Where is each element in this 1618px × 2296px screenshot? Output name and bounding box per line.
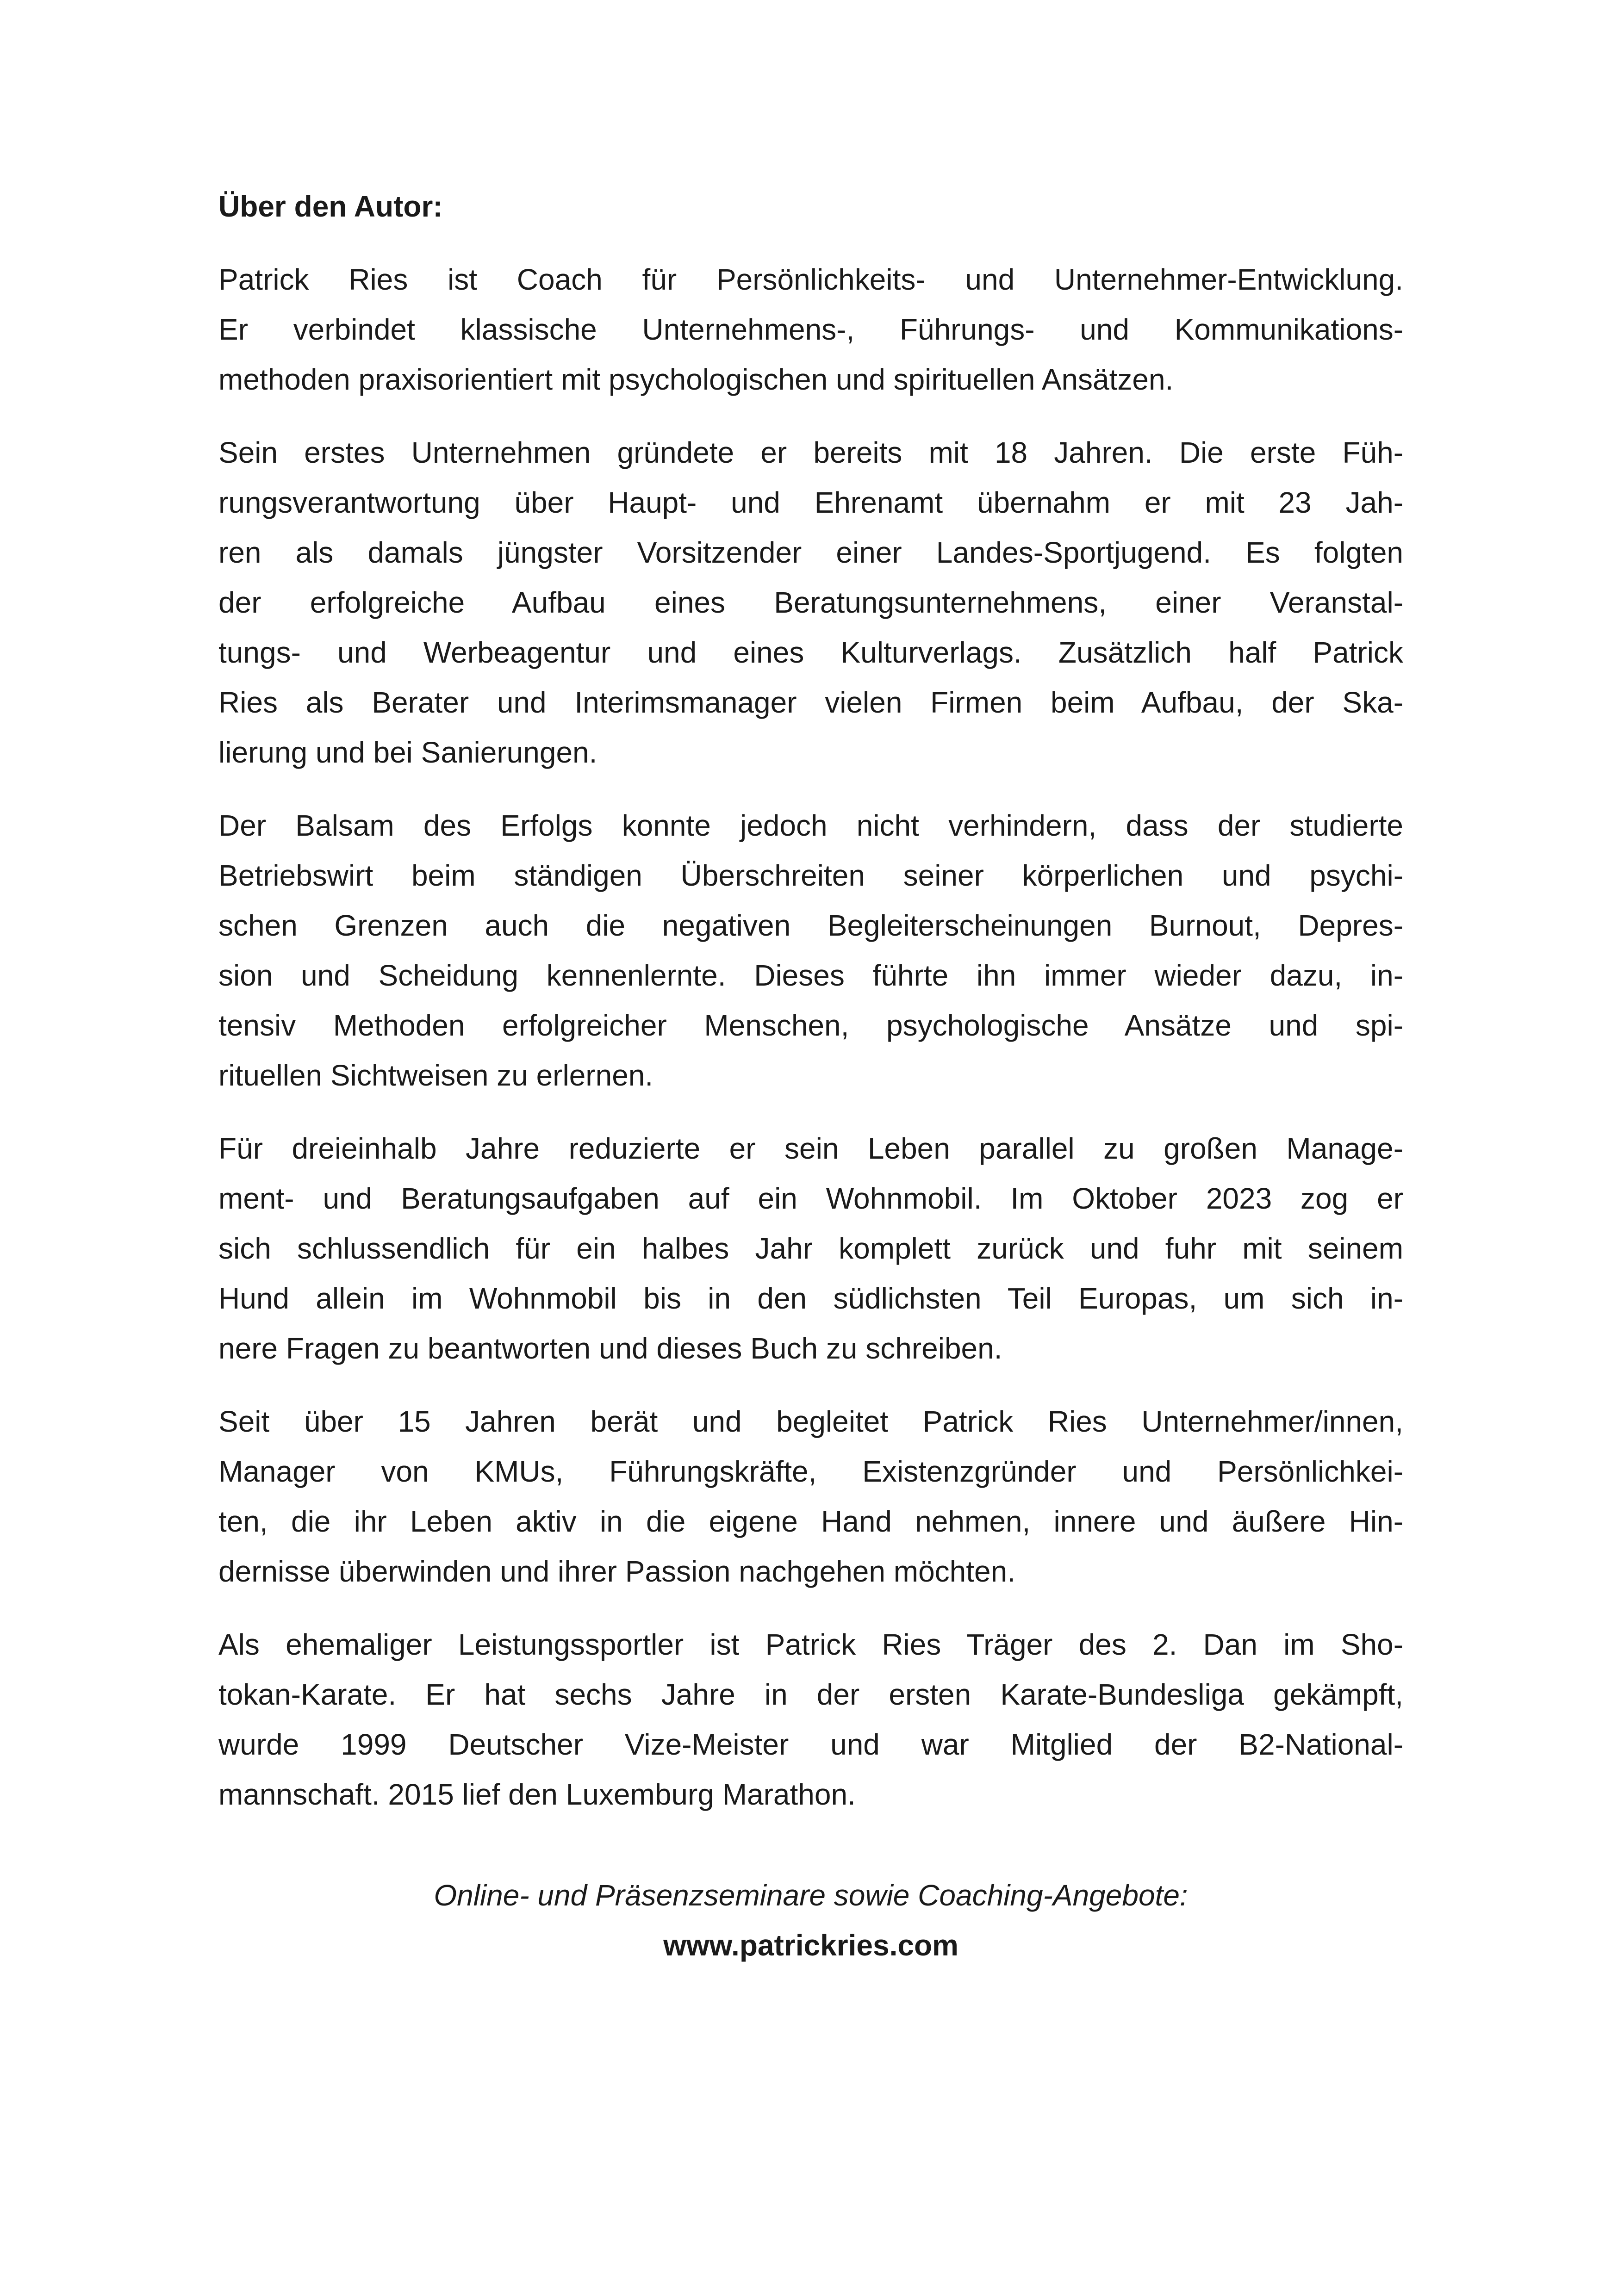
text-line: sich schlussendlich für ein halbes Jahr komplett zurück und fuhr mit seinem (218, 1232, 1403, 1265)
text-line: wurde 1999 Deutscher Vize-Meister und war Mitglied der B2-National- (218, 1728, 1403, 1761)
text-line: Er verbindet klassische Unternehmens-, Führungs- und Kommunikations- (218, 313, 1403, 346)
text-line: rungsverantwortung über Haupt- und Ehrenamt übernahm er mit 23 Jah- (218, 486, 1403, 519)
text-line: sion und Scheidung kennenlernte. Dieses führte ihn immer wieder dazu, in- (218, 959, 1403, 992)
bio-paragraph (218, 428, 1403, 777)
text-line: schen Grenzen auch die negativen Begleiterscheinungen Burnout, Depres- (218, 909, 1403, 942)
text-line: Für dreieinhalb Jahre reduzierte er sein Leben parallel zu großen Manage- (218, 1132, 1403, 1165)
section-heading: Über den Autor: (218, 190, 443, 223)
closing-block (218, 1870, 1403, 1970)
text-line: Hund allein im Wohnmobil bis in den südlichsten Teil Europas, um sich in- (218, 1282, 1403, 1315)
text-line: rituellen Sichtweisen zu erlernen. (218, 1059, 653, 1092)
bio-paragraph (218, 1620, 1403, 1819)
text-line: ten, die ihr Leben aktiv in die eigene Hand nehmen, innere und äußere Hin- (218, 1505, 1403, 1538)
text-line: Der Balsam des Erfolgs konnte jedoch nicht verhindern, dass der studierte (218, 809, 1403, 842)
text-line: ren als damals jüngster Vorsitzender einer Landes-Sportjugend. Es folgten (218, 536, 1403, 569)
text-line: Seit über 15 Jahren berät und begleitet Patrick Ries Unternehmer/innen, (218, 1405, 1403, 1438)
text-line: methoden praxisorientiert mit psychologischen und spirituellen Ansätzen. (218, 363, 1174, 396)
text-line: lierung und bei Sanierungen. (218, 736, 597, 769)
text-line: mannschaft. 2015 lief den Luxemburg Marathon. (218, 1778, 856, 1811)
text-line: ment- und Beratungsaufgaben auf ein Wohnmobil. Im Oktober 2023 zog er (218, 1182, 1403, 1215)
promo-text: Online- und Präsenzseminare sowie Coaching-Angebote: (434, 1879, 1188, 1912)
text-line: Betriebswirt beim ständigen Überschreiten seiner körperlichen und psychi- (218, 859, 1403, 892)
text-line: Ries als Berater und Interimsmanager vielen Firmen beim Aufbau, der Ska- (218, 686, 1403, 719)
bio-paragraphs (218, 254, 1403, 1819)
website-link[interactable]: www.patrickries.com (663, 1929, 958, 1962)
bio-paragraph (218, 1396, 1403, 1596)
text-line: nere Fragen zu beantworten und dieses Buch zu schreiben. (218, 1332, 1002, 1365)
text-line: tensiv Methoden erfolgreicher Menschen, psychologische Ansätze und spi- (218, 1009, 1403, 1042)
bio-paragraph (218, 254, 1403, 404)
text-line: Als ehemaliger Leistungssportler ist Patrick Ries Träger des 2. Dan im Sho- (218, 1628, 1403, 1661)
bio-paragraph (218, 800, 1403, 1100)
text-line: Patrick Ries ist Coach für Persönlichkeits- und Unternehmer-Entwicklung. (218, 263, 1403, 296)
text-line: tungs- und Werbeagentur und eines Kulturverlags. Zusätzlich half Patrick (218, 636, 1403, 669)
text-line: der erfolgreiche Aufbau eines Beratungsunternehmens, einer Veranstal- (218, 586, 1403, 619)
text-line: tokan-Karate. Er hat sechs Jahre in der ersten Karate-Bundesliga gekämpft, (218, 1678, 1403, 1711)
bio-paragraph (218, 1123, 1403, 1373)
author-bio (218, 181, 1403, 1970)
text-line: Manager von KMUs, Führungskräfte, Existenzgründer und Persönlichkei- (218, 1455, 1403, 1488)
text-line: Sein erstes Unternehmen gründete er bereits mit 18 Jahren. Die erste Füh- (218, 436, 1403, 469)
text-line: dernisse überwinden und ihrer Passion nachgehen möchten. (218, 1555, 1015, 1588)
